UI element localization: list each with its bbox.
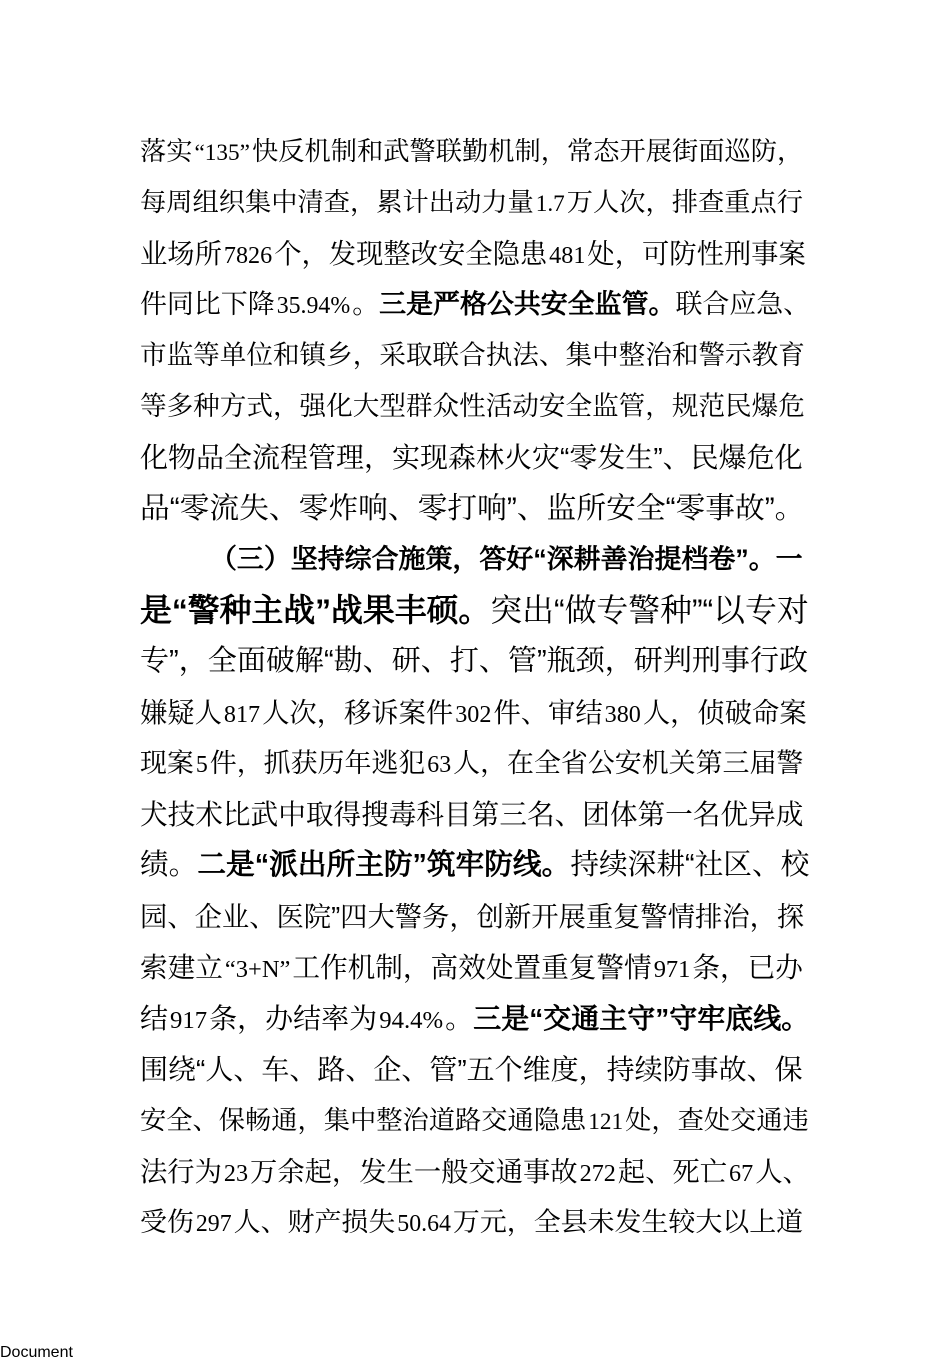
text-run: 件同比下降	[140, 289, 275, 319]
text-run: 条，已办	[692, 952, 803, 983]
bold-run: （三）坚持综合施策，答好“深耕善治提档卷”。一	[210, 544, 803, 574]
text-line	[140, 228, 810, 279]
text-run: 市监等单位和镇乡，采取联合执法、集中整治和警示教育	[140, 340, 805, 370]
text-run: 起、死亡	[617, 1156, 728, 1187]
bold-run: 三是“交通主守”守牢底线。	[473, 1003, 810, 1034]
numeric-run: 917	[170, 1007, 208, 1034]
numeric-run: 272	[579, 1160, 616, 1187]
numeric-run: “3+N”	[224, 956, 291, 983]
text-line	[140, 126, 810, 177]
numeric-run: 1.7	[535, 191, 565, 217]
text-line	[140, 279, 810, 330]
numeric-run: 35.94%	[276, 293, 351, 319]
document-body	[140, 126, 810, 1248]
text-line	[140, 738, 810, 789]
text-line	[140, 891, 810, 942]
text-line	[140, 432, 810, 483]
text-line	[140, 381, 810, 432]
numeric-run: 67	[729, 1160, 754, 1187]
numeric-run: 23	[223, 1160, 249, 1187]
text-run: 园、企业、医院”四大警务，创新开展重复警情排治，探	[140, 901, 805, 932]
numeric-run: 302	[455, 701, 492, 728]
text-run: 专”，全面破解“勘、研、打、管”瓶颈，研判刑事行政	[140, 645, 809, 677]
text-line	[140, 1197, 810, 1248]
bold-run: 三是严格公共安全监管。	[379, 289, 676, 319]
text-run: 突出“做专警种”“以专对	[490, 592, 809, 628]
text-run: 品“零流失、零炸响、零打响”、监所安全“零事故”。	[140, 492, 805, 525]
text-run: 落实	[140, 136, 193, 166]
text-line	[140, 534, 810, 585]
text-run: 围绕“人、车、路、企、管”五个维度，持续防事故、保	[140, 1054, 803, 1085]
text-run: 受伤	[140, 1207, 194, 1237]
bold-run: 是“警种主战”战果丰硕。	[140, 592, 491, 628]
text-run: 人、	[755, 1156, 810, 1187]
text-run: 现案	[140, 748, 194, 778]
text-run: 犬技术比武中取得搜毒科目第三名、团体第一名优异成	[140, 799, 804, 830]
text-line	[140, 789, 810, 840]
numeric-run: 50.64	[397, 1211, 451, 1237]
text-run: 等多种方式，强化大型群众性活动安全监管，规范民爆危	[140, 391, 805, 421]
numeric-run: “135”	[194, 140, 250, 166]
text-line	[140, 942, 810, 993]
text-line	[140, 1095, 810, 1146]
text-run: 嫌疑人	[140, 697, 222, 728]
text-run: 化物品全流程管理，实现森林火灾“零发生”、民爆危化	[140, 442, 803, 473]
numeric-run: 94.4%	[379, 1007, 444, 1034]
text-run: 。	[445, 1003, 474, 1034]
text-run: 人次，移诉案件	[262, 697, 454, 728]
text-run: 件，抓获历年逃犯	[209, 748, 426, 778]
text-run: 人，在全省公安机关第三届警	[453, 748, 804, 778]
numeric-run: 5	[195, 752, 208, 778]
text-line	[140, 993, 810, 1044]
text-line	[140, 585, 810, 636]
text-run: 万人次，排查重点行	[566, 187, 804, 217]
text-run: 联合应急、	[675, 289, 811, 319]
numeric-run: 380	[604, 701, 641, 728]
text-run: 每周组织集中清查，累计出动力量	[140, 187, 534, 217]
text-line	[140, 687, 810, 738]
text-run: 绩。	[140, 849, 198, 881]
text-run: 业场所	[140, 238, 222, 269]
numeric-run: 817	[223, 701, 261, 728]
text-run: 安全、保畅通，集中整治道路交通隐患	[140, 1105, 587, 1135]
text-line	[140, 483, 810, 534]
text-line	[140, 330, 810, 381]
numeric-run: 63	[427, 752, 452, 778]
text-run: 人、财产损失	[233, 1207, 396, 1237]
text-line	[140, 840, 810, 891]
text-run: 万元，全县未发生较大以上道	[452, 1207, 804, 1237]
text-line	[140, 636, 810, 687]
numeric-run: 7826	[223, 242, 273, 269]
text-run: 人，侦破命案	[642, 697, 807, 728]
numeric-run: 481	[549, 242, 586, 269]
text-line	[140, 1146, 810, 1197]
text-run: 。	[352, 289, 380, 319]
numeric-run: 297	[195, 1211, 232, 1237]
bold-run: 二是“派出所主防”筑牢防线。	[197, 849, 571, 881]
text-line	[140, 1044, 810, 1095]
text-run: 快反机制和武警联勤机制，常态开展街面巡防，	[251, 136, 804, 166]
text-run: 件、审结	[493, 697, 603, 728]
text-run: 法行为	[140, 1156, 222, 1187]
text-run: 处，可防性刑事案	[587, 238, 806, 269]
numeric-run: 121	[588, 1109, 624, 1135]
text-run: 处，查处交通违	[625, 1105, 809, 1135]
text-run: 个，发现整改安全隐患	[274, 238, 548, 269]
text-line	[140, 177, 810, 228]
text-run: 持续深耕“社区、校	[570, 849, 810, 881]
text-run: 万余起，发生一般交通事故	[250, 1156, 578, 1187]
text-run: 结	[140, 1003, 169, 1034]
text-run: 条，办结率为	[209, 1003, 378, 1034]
text-run: 索建立	[140, 952, 223, 983]
numeric-run: 971	[653, 956, 691, 983]
text-run: 工作机制，高效处置重复警情	[292, 952, 652, 983]
